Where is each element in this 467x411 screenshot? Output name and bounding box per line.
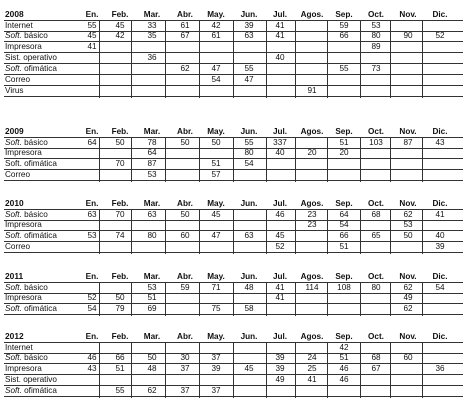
grid-line [422,342,423,398]
row-label: Internet [5,21,33,30]
grid-line [327,282,328,316]
value-cell: 46 [275,210,285,219]
value-cell: 47 [211,231,221,240]
value-cell: 59 [180,283,190,292]
value-cell: 61 [180,21,190,30]
grid-line [422,20,423,98]
year-label: 2009 [5,126,24,136]
value-cell: 62 [403,210,413,219]
value-cell: 41 [275,31,285,40]
month-header: Jun. [240,199,258,208]
value-cell: 61 [211,31,221,40]
value-cell: 66 [339,31,349,40]
grid-line [131,282,132,316]
value-cell: 108 [337,283,351,292]
value-cell: 51 [339,242,349,251]
row-label-rest: ofimática [21,64,57,73]
month-header: Sep. [335,332,353,341]
value-cell: 52 [87,293,97,302]
value-cell: 63 [244,231,254,240]
row-label: Virus [5,86,24,95]
value-cell: 63 [87,210,97,219]
month-header: Dic. [432,272,448,281]
value-cell: 87 [403,138,413,147]
value-cell: 79 [115,304,125,313]
row-label [5,231,57,241]
value-cell: 67 [371,364,381,373]
value-cell: 87 [147,159,157,168]
grid-line [165,342,166,398]
value-cell: 39 [435,242,445,251]
value-cell: 54 [87,304,97,313]
grid-line [199,342,200,398]
grid-line [390,209,391,254]
row-label-rest: básico [21,138,48,147]
grid-line [360,282,361,316]
row-label [5,353,48,363]
value-cell: 39 [244,21,254,30]
month-header: En. [85,10,99,19]
value-cell: 68 [371,353,381,362]
value-cell: 25 [307,364,317,373]
month-header: Mar. [143,272,161,281]
value-cell: 55 [87,21,97,30]
header-row [4,331,463,342]
value-cell: 55 [339,64,349,73]
value-cell: 74 [115,231,125,240]
grid-line [199,137,200,182]
grid-line [233,209,234,254]
value-cell: 39 [275,353,285,362]
month-header: Mar. [143,127,161,136]
month-header: Oct. [368,10,384,19]
value-cell: 41 [87,42,97,51]
grid-line [266,137,267,182]
value-cell: 46 [339,375,349,384]
value-cell: 50 [115,138,125,147]
value-cell: 46 [339,364,349,373]
value-cell: 42 [339,343,349,352]
month-header: Feb. [111,199,129,208]
month-header: Sep. [335,127,353,136]
grid-line [99,20,100,98]
value-cell: 66 [115,353,125,362]
value-cell: 75 [211,304,221,313]
value-cell: 69 [147,304,157,313]
month-header: En. [85,199,99,208]
month-header: Nov. [399,272,417,281]
month-header: Nov. [399,199,417,208]
value-cell: 52 [275,242,285,251]
row-label-italic: Soft. [5,386,22,395]
grid-line [199,282,200,316]
month-header: Jun. [240,10,258,19]
value-cell: 46 [87,353,97,362]
value-cell: 62 [403,304,413,313]
month-header: May. [207,127,225,136]
row-label: Internet [5,343,33,352]
value-cell: 55 [115,386,125,395]
month-header: Jun. [240,272,258,281]
grid-line [390,282,391,316]
value-cell: 45 [275,231,285,240]
value-cell: 41 [275,283,285,292]
value-cell: 89 [371,42,381,51]
grid-line [99,282,100,316]
value-cell: 37 [211,353,221,362]
grid-line [422,137,423,182]
grid-line [199,20,200,98]
value-cell: 80 [371,283,381,292]
grid-line [360,20,361,98]
value-cell: 62 [403,283,413,292]
value-cell: 37 [180,386,190,395]
row-label-italic: Soft. [5,138,22,147]
month-header: Jul. [272,127,288,136]
row-label [5,283,48,293]
value-cell: 45 [244,364,254,373]
grid-line [165,20,166,98]
month-header: Dic. [432,10,448,19]
value-cell: 23 [307,210,317,219]
grid-line [295,20,296,98]
month-header: Sep. [335,272,353,281]
header-row [4,126,463,137]
header-row [4,9,463,20]
grid-line [131,209,132,254]
grid-line [233,20,234,98]
row-label-italic: Soft. [5,64,22,73]
row-label-italic: Soft. [5,353,22,362]
row-label-italic: Soft. [5,210,22,219]
value-cell: 53 [147,283,157,292]
row-label: Sist. operativo [5,375,57,384]
month-header: Jun. [240,127,258,136]
value-cell: 23 [307,220,317,229]
value-cell: 37 [211,386,221,395]
value-cell: 63 [147,210,157,219]
grid-line [165,209,166,254]
month-header: Dic. [432,332,448,341]
month-header: Jul. [272,10,288,19]
grid-line [390,342,391,398]
value-cell: 41 [435,210,445,219]
grid-line [131,137,132,182]
value-cell: 43 [435,138,445,147]
grid-line [360,137,361,182]
grid-line [266,282,267,316]
month-header: May. [207,199,225,208]
month-header: Mar. [143,10,161,19]
month-header: Abr. [177,332,193,341]
value-cell: 50 [115,293,125,302]
value-cell: 42 [211,21,221,30]
month-header: Feb. [111,10,129,19]
value-cell: 62 [147,386,157,395]
value-cell: 114 [305,283,319,292]
year-label: 2011 [5,271,24,281]
grid-line [199,209,200,254]
month-header: Feb. [111,332,129,341]
value-cell: 42 [115,31,125,40]
month-header: Dic. [432,199,448,208]
value-cell: 60 [403,353,413,362]
value-cell: 36 [435,364,445,373]
month-header: Jul. [272,199,288,208]
grid-line [360,209,361,254]
grid-line [233,282,234,316]
month-header: Dic. [432,127,448,136]
row-label: Impresora [5,42,42,51]
row-label: Sist. operativo [5,53,57,62]
grid-line [99,209,100,254]
row-label: Impresora [5,364,42,373]
row-label [5,304,57,314]
month-header: Abr. [177,127,193,136]
header-row [4,271,463,282]
value-cell: 62 [180,64,190,73]
value-cell: 90 [403,31,413,40]
value-cell: 33 [147,21,157,30]
grid-line [295,282,296,316]
value-cell: 47 [211,64,221,73]
value-cell: 50 [403,231,413,240]
grid-line [99,342,100,398]
row-label-rest: básico [21,31,48,40]
value-cell: 60 [180,231,190,240]
row-label: Impresora [5,148,42,157]
month-header: Nov. [399,332,417,341]
month-header: Oct. [368,332,384,341]
row-label [5,210,48,220]
month-header: Agos. [300,332,324,341]
value-cell: 39 [211,364,221,373]
value-cell: 51 [339,353,349,362]
value-cell: 64 [339,210,349,219]
grid-line [233,342,234,398]
month-header: Feb. [111,272,129,281]
month-header: Sep. [335,199,353,208]
row-label-rest: ofimática [21,304,57,313]
value-cell: 54 [339,220,349,229]
grid-line [131,20,132,98]
row-label [5,64,57,74]
value-cell: 45 [211,210,221,219]
value-cell: 64 [147,148,157,157]
row-label [5,386,57,396]
month-header: Jul. [272,272,288,281]
value-cell: 35 [147,31,157,40]
value-cell: 40 [435,231,445,240]
value-cell: 36 [147,53,157,62]
grid-line [327,342,328,398]
value-cell: 53 [147,170,157,179]
row-label: Impresora [5,220,42,229]
value-cell: 40 [275,148,285,157]
value-cell: 65 [371,231,381,240]
value-cell: 54 [435,283,445,292]
month-header: May. [207,272,225,281]
value-cell: 58 [244,304,254,313]
grid-line [327,137,328,182]
grid-line [165,137,166,182]
grid-line [390,20,391,98]
value-cell: 41 [275,293,285,302]
row-label: Impresora [5,293,42,302]
row-label [5,138,48,148]
month-header: Agos. [300,127,324,136]
value-cell: 45 [87,31,97,40]
value-cell: 48 [244,283,254,292]
value-cell: 55 [244,64,254,73]
value-cell: 52 [435,31,445,40]
value-cell: 54 [211,75,221,84]
month-header: Feb. [111,127,129,136]
row-label-italic: Soft. [5,231,22,240]
value-cell: 41 [275,21,285,30]
month-header: En. [85,272,99,281]
value-cell: 55 [244,138,254,147]
value-cell: 50 [180,138,190,147]
value-cell: 50 [147,353,157,362]
grid-line [266,342,267,398]
month-header: Agos. [300,272,324,281]
value-cell: 59 [339,21,349,30]
year-label: 2010 [5,198,24,208]
value-cell: 43 [87,364,97,373]
value-cell: 41 [307,375,317,384]
row-label-rest: ofimática [21,386,57,395]
grid-line [327,209,328,254]
value-cell: 63 [244,31,254,40]
value-cell: 53 [87,231,97,240]
grid-line [131,342,132,398]
value-cell: 49 [275,375,285,384]
header-row [4,198,463,209]
value-cell: 50 [180,210,190,219]
value-cell: 37 [180,364,190,373]
value-cell: 80 [244,148,254,157]
row-label: Correo [5,170,31,179]
month-header: Nov. [399,127,417,136]
value-cell: 24 [307,353,317,362]
grid-line [99,137,100,182]
row-label: Correo [5,242,31,251]
row-label-rest: básico [21,283,48,292]
value-cell: 51 [339,138,349,147]
value-cell: 20 [307,148,317,157]
row-label: Correo [5,75,31,84]
grid-line [165,282,166,316]
month-header: Jul. [272,332,288,341]
value-cell: 78 [147,138,157,147]
month-header: Agos. [300,199,324,208]
year-label: 2012 [5,331,24,341]
grid-line [266,209,267,254]
row-label-rest: básico [21,353,48,362]
value-cell: 39 [275,364,285,373]
value-cell: 70 [115,210,125,219]
value-cell: 48 [147,364,157,373]
month-header: Mar. [143,199,161,208]
grid-line [422,282,423,316]
value-cell: 45 [115,21,125,30]
grid-line [390,137,391,182]
year-label: 2008 [5,9,24,19]
value-cell: 53 [403,220,413,229]
value-cell: 53 [371,21,381,30]
month-header: Oct. [368,127,384,136]
value-cell: 80 [371,31,381,40]
value-cell: 20 [339,148,349,157]
value-cell: 47 [244,75,254,84]
value-cell: 80 [147,231,157,240]
value-cell: 103 [369,138,383,147]
month-header: Sep. [335,10,353,19]
value-cell: 51 [115,364,125,373]
grid-line [295,209,296,254]
value-cell: 51 [147,293,157,302]
value-cell: 49 [403,293,413,302]
value-cell: 64 [87,138,97,147]
value-cell: 71 [211,283,221,292]
row-label-italic: Soft. [5,304,22,313]
grid-line [233,137,234,182]
month-header: Oct. [368,272,384,281]
value-cell: 57 [211,170,221,179]
value-cell: 51 [211,159,221,168]
row-label-italic: Soft. [5,31,22,40]
grid-line [360,342,361,398]
value-cell: 68 [371,210,381,219]
value-cell: 50 [211,138,221,147]
grid-line [327,20,328,98]
month-header: Abr. [177,199,193,208]
value-cell: 67 [180,31,190,40]
value-cell: 54 [244,159,254,168]
grid-line [295,137,296,182]
month-header: En. [85,127,99,136]
month-header: May. [207,332,225,341]
value-cell: 337 [273,138,287,147]
grid-line [422,209,423,254]
month-header: Jun. [240,332,258,341]
month-header: Agos. [300,10,324,19]
month-header: Oct. [368,199,384,208]
value-cell: 40 [275,53,285,62]
value-cell: 91 [307,86,317,95]
value-cell: 70 [115,159,125,168]
month-header: Abr. [177,10,193,19]
grid-line [295,342,296,398]
row-label-rest: ofimática [21,231,57,240]
month-header: Nov. [399,10,417,19]
row-label-rest: básico [21,210,48,219]
month-header: Abr. [177,272,193,281]
value-cell: 66 [339,231,349,240]
row-label [5,31,48,41]
month-header: May. [207,10,225,19]
value-cell: 30 [180,353,190,362]
row-label: Soft. ofimática [5,159,57,168]
value-cell: 73 [371,64,381,73]
month-header: En. [85,332,99,341]
month-header: Mar. [143,332,161,341]
grid-line [266,20,267,98]
row-label-italic: Soft. [5,283,22,292]
